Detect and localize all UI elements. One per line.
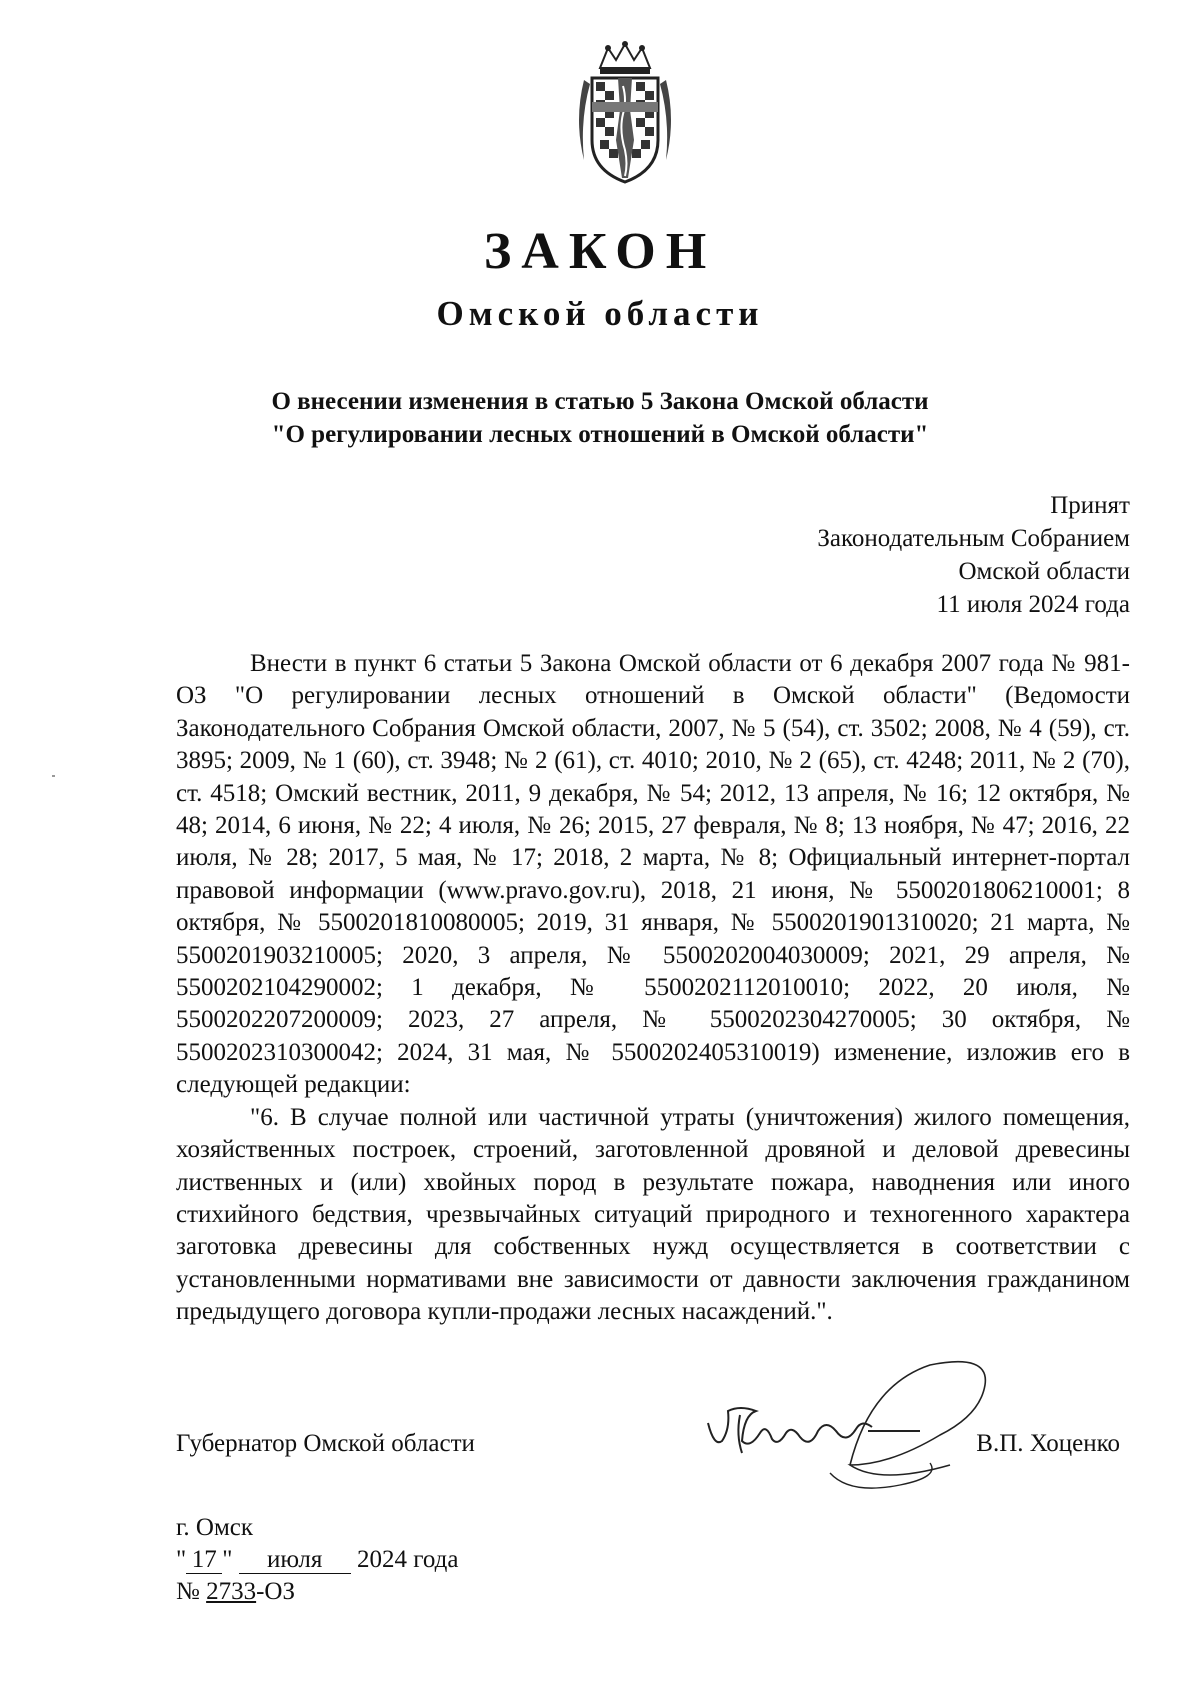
signing-day: 17: [186, 1547, 222, 1574]
body-paragraph-1: Внести в пункт 6 статьи 5 Закона Омской области от 6 декабря 2007 года № 981-ОЗ "О регулировании лесных отношений в Омской области" (Ведомости Законодательного Собрания Омской области, 2007, № 5 (54), ст. 3502; 2008, № 4 (59), ст. 3895; 2009, № 1 (60), ст. 3948; № 2 (61), ст. 4010; 2010, № 2 (65), ст. 4248; 2011, № 2 (70), ст. 4518; Омский вестник, 2011, 9 декабря, № 54; 2012, 13 апреля, № 16; 12 октября, № 48; 2014, 6 июня, № 22; 4 июля, № 26; 2015, 27 февраля, № 8; 13 ноября, № 47; 2016, 22 июля, № 28; 2017, 5 мая, № 17; 2018, 2 марта, № 8; Официальный интернет-портал правовой информации (www.pravo.gov.ru), 2018, 21 июня, № 5500201806210001; 8 октября, № 5500201810080005; 2019, 31 января, № 5500201901310020; 21 марта, № 5500201903210005; 2020, 3 апреля, № 5500202004030009; 2021, 29 апреля, № 5500202104290002; 1 декабря, № 5500202112010010; 2022, 20 июля, № 5500202207200009; 2023, 27 апреля, № 5500202304270005; 30 октября, № 5500202310300042; 2024, 31 мая, № 5500202405310019) изменение, изложив его в следующей редакции:: [176, 650, 1130, 1099]
signing-city: г. Омск: [176, 1514, 254, 1541]
signatory-name: В.П. Хоценко: [976, 1430, 1120, 1457]
date-open-quote: ": [176, 1546, 187, 1573]
scan-speck: [52, 775, 55, 777]
signing-year: 2024 года: [356, 1546, 459, 1573]
document-subtitle: Омской области: [436, 294, 764, 333]
adoption-block: [817, 489, 1130, 621]
signing-month: июля: [239, 1547, 351, 1574]
date-close-quote: ": [222, 1546, 233, 1573]
adoption-line-2: Законодательным Собранием: [817, 525, 1130, 552]
law-number-prefix: №: [176, 1578, 200, 1605]
law-number: [176, 1576, 458, 1608]
signing-date: [176, 1544, 458, 1576]
coat-of-arms-emblem: [570, 40, 680, 190]
adoption-line-3: Омской области: [958, 558, 1130, 585]
document-footer: [176, 1512, 458, 1608]
law-heading-line-1: О внесении изменения в статью 5 Закона Омской области: [271, 388, 929, 415]
document-title: ЗАКОН: [483, 223, 717, 280]
signatory-position: Губернатор Омской области: [176, 1430, 475, 1457]
body-paragraph-2: "6. В случае полной или частичной утраты (уничтожения) жилого помещения, хозяйственных построек, строений, заготовленной дровяной и деловой древесины лиственных и (или) хвойных пород в результате пожара, наводнения или иного стихийного бедствия, чрезвычайных ситуаций природного и техногенного характера заготовка древесины для собственных нужд осуществляется в соответствии с установленными нормативами вне зависимости от давности заключения гражданином предыдущего договора купли-продажи лесных насаждений.".: [176, 1103, 1130, 1326]
adoption-date: 11 июля 2024 года: [936, 591, 1130, 618]
law-number-suffix: -ОЗ: [256, 1578, 296, 1605]
law-body: [176, 648, 1130, 1329]
law-heading-line-2: "О регулировании лесных отношений в Омской области": [271, 421, 929, 448]
law-heading: [0, 385, 1200, 451]
law-number-value: 2733: [206, 1578, 257, 1605]
adoption-line-1: Принят: [1050, 492, 1130, 519]
